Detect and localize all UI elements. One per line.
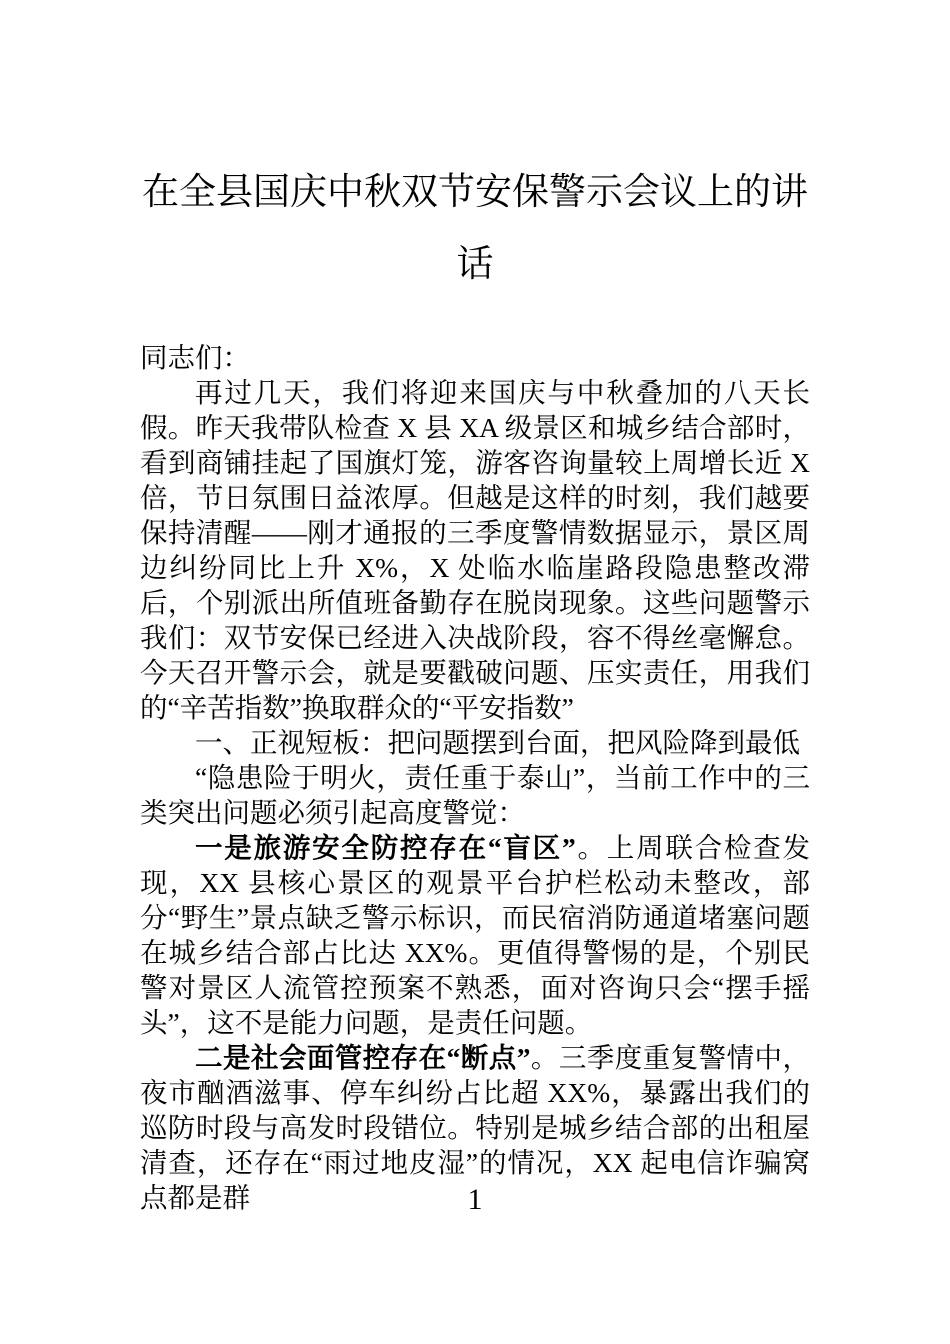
bold-lead-point-one: 一是旅游安全防控存在“盲区” — [195, 832, 576, 863]
bold-lead-point-two: 二是社会面管控存在“断点” — [195, 1042, 531, 1073]
paragraph-intro: 再过几天，我们将迎来国庆与中秋叠加的八天长假。昨天我带队检查 X 县 XA 级景区和城乡结合部时，看到商铺挂起了国旗灯笼，游客咨询量较上周增长近 X 倍，节日氛围日益浓厚。但越是这样的时刻，我们越要保持清醒——刚才通报的三季度警情数据显示，景区周边纠纷同比上升 X%，X 处临水临崖路段隐患整改滞后，个别派出所值班备勤存在脱岗现象。这些问题警示我们：双节安保已经进入决战阶段，容不得丝毫懈怠。今天召开警示会，就是要戳破问题、压实责任，用我们的“辛苦指数”换取群众的“平安指数” — [140, 377, 810, 723]
salutation: 同志们： — [140, 342, 250, 373]
section-heading: 一、正视短板：把问题摆到台面，把风险降到最低 — [195, 727, 800, 758]
paragraph-text: 。上周联合检查发现，XX 县核心景区的观景平台护栏松动未整改，部分“野生”景点缺乏警示标识，而民宿消防通道堵塞问题在城乡结合部占比达 XX%。更值得警惕的是，个别民警对景区人流管控预案不熟悉，面对咨询只会“摆手摇头”，这不是能力问题，是责任问题。 — [140, 832, 811, 1038]
page-number: 1 — [467, 1183, 483, 1216]
paragraph-text: 。三季度重复警情中，夜市酗酒滋事、停车纠纷占比超 XX%，暴露出我们的巡防时段与高发时段错位。特别是城乡结合部的出租屋清查，还存在“雨过地皮湿”的情况，XX 起电信诈骗窝点都是群 — [140, 1042, 811, 1213]
paragraph-quote: “隐患险于明火，责任重于泰山”，当前工作中的三类突出问题必须引起高度警觉： — [140, 762, 810, 828]
paragraph-point-one — [140, 830, 810, 1040]
document-body — [140, 340, 810, 1215]
document-title: 在全县国庆中秋双节安保警示会议上的讲话 — [142, 172, 808, 285]
